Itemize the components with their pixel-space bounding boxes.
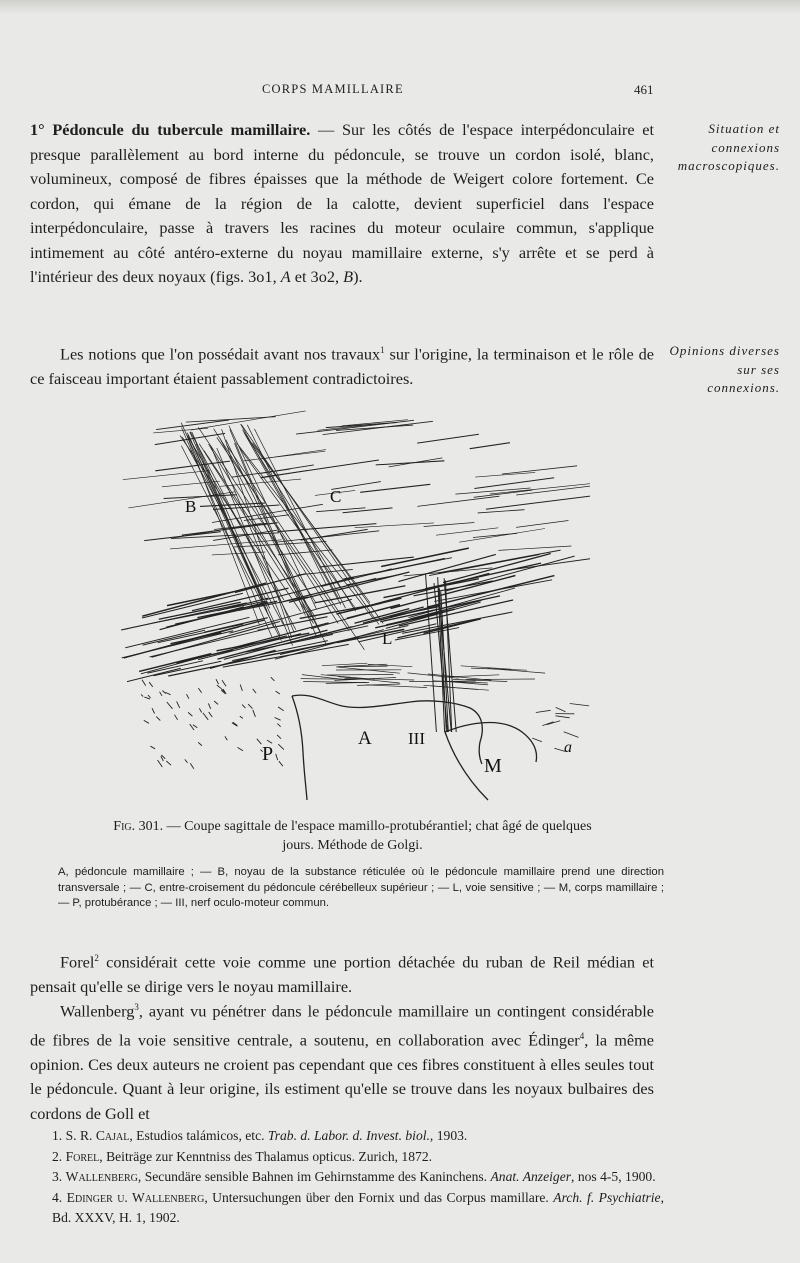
fiber-stroke [475, 472, 535, 477]
fiber-stroke [360, 484, 430, 492]
fiber-stroke [200, 503, 265, 506]
fiber-stroke [279, 761, 283, 766]
fiber-stroke [278, 707, 284, 711]
fiber-stroke [502, 466, 577, 474]
footnote-author: Edinger u. Wallenberg [66, 1189, 205, 1205]
fiber-stroke [301, 679, 355, 680]
fiber-stroke [167, 702, 173, 709]
fiber-stroke [253, 710, 256, 717]
footnotes [52, 1126, 664, 1229]
fiber-stroke [177, 701, 180, 708]
fiber-stroke [248, 704, 252, 709]
fiber-stroke [459, 529, 545, 543]
fiber-stroke [278, 744, 284, 749]
paragraph-peduncle [30, 118, 654, 290]
footnote-author: Wallenberg [65, 1169, 138, 1184]
footnote-1 [52, 1126, 664, 1147]
fiber-stroke [242, 705, 245, 709]
paragraph-text: ). [353, 267, 363, 286]
fiber-stroke [225, 736, 227, 740]
figure-ref-a: A [280, 267, 291, 286]
fiber-stroke [144, 697, 150, 699]
footnote-2 [52, 1147, 664, 1168]
fiber-stroke [142, 583, 266, 616]
footnote-journal: Arch. f. Psychiatrie [553, 1189, 661, 1205]
fiber-stroke [257, 739, 262, 744]
fiber-stroke [277, 724, 280, 727]
paragraph-text: Wallenberg [60, 1001, 135, 1021]
footnote-ref: 4 [579, 1030, 585, 1041]
fiber-stroke [556, 716, 570, 718]
fiber-stroke [208, 703, 210, 708]
fiber-stroke [149, 682, 153, 687]
paragraph-text: , la même opinion. Ces deux auteurs ne croient pas cependant que ces fibres constituent à elles seules tout le pédoncule. Quant à leur origine, ils estiment qu'elle se trouve dans les noyaux bulbaires des cordons de Goll et [30, 1030, 655, 1123]
fiber-stroke [399, 600, 513, 626]
fiber-stroke [275, 718, 281, 721]
footnote-text: , Untersuchungen über den Fornix und das Corpus mamillare. [204, 1189, 554, 1205]
footnote-journal: Anat. Anzeiger [490, 1169, 572, 1184]
paragraph-text: , ayant vu pénétrer dans le pédoncule mamillaire un contingent considérable de fibres de la voie sensitive centrale, a soutenu, en collaboration avec Édinger [30, 1001, 654, 1050]
fiber-stroke [532, 738, 542, 742]
fiber-stroke [486, 494, 590, 509]
fiber-stroke [188, 712, 192, 716]
figure-number: Fig. 301. [113, 819, 164, 834]
fiber-stroke [417, 434, 479, 443]
figure-legend: A, pédoncule mamillaire ; — B, noyau de la substance réticulée où le pédoncule mamillaire prend une direction transversale ; — C, entre-croisement du pédoncule cérébelleux supérieur ; — L, voie sensitive ; — M, corps mamillaire ; — P, protubérance ; — III, nerf oculo-moteur commun. [58, 866, 664, 909]
fiber-stroke [166, 761, 171, 765]
fiber-stroke [417, 496, 499, 506]
footnote-number: 1. [52, 1128, 63, 1143]
label-iii: III [408, 729, 425, 748]
fiber-bundles [121, 411, 590, 769]
margin-note-opinions: Opinions diverses sur ses connexions. [669, 343, 780, 395]
footnote-author: S. R. Cajal [65, 1128, 130, 1143]
fiber-stroke [240, 685, 242, 691]
label-b: B [185, 497, 197, 516]
running-header: CORPS MAMILLAIRE [262, 82, 404, 96]
fiber-stroke [198, 742, 202, 745]
footnote-text: , nos 4-5, 1900. [571, 1169, 656, 1184]
fiber-stroke [395, 628, 459, 640]
footnote-text: , Bd. XXXV, H. 1, 1902. [52, 1189, 664, 1225]
figure-caption [105, 817, 600, 855]
fiber-stroke [152, 708, 155, 713]
fiber-stroke [303, 682, 366, 683]
fiber-stroke [220, 438, 327, 645]
fiber-stroke [165, 692, 170, 694]
fiber-stroke [478, 510, 525, 513]
label-l: L [382, 629, 393, 648]
fiber-stroke [276, 691, 280, 694]
footnote-number: 3. [52, 1169, 63, 1184]
fiber-stroke [158, 760, 163, 767]
footnote-text: , 1903. [429, 1128, 468, 1143]
fiber-stroke [355, 523, 434, 528]
fiber-stroke [570, 704, 589, 706]
fiber-stroke [278, 550, 332, 555]
paragraph-text: — Sur les côtés de l'espace interpédonculaire et presque parallèlement au bord interne du pédoncule, se trouve un cordon isolé, blanc, volumineux, composé de fibres épaisses que la méthode de Weigert colore fortement. Ce cordon, qui émane de la région de la calotte, devient superficiel dans l'espace interpédonculaire, passe à travers les racines du moteur oculaire commun, s'applique intimement au côté antéro-externe du noyau mamillaire externe, s'y arrête et se perd à l'intérieur des deux noyaux (figs. 3o1, [30, 120, 654, 286]
fiber-stroke [185, 759, 188, 762]
figure-301-drawing [110, 402, 590, 802]
footnote-4 [52, 1188, 664, 1229]
label-c: C [330, 487, 342, 506]
fiber-stroke [175, 715, 178, 720]
fiber-stroke [276, 754, 278, 760]
fiber-stroke [142, 680, 146, 686]
label-p: P [262, 743, 274, 765]
footnote-text: , Estudios talámicos, etc. [129, 1128, 268, 1143]
paragraph-forel [30, 946, 654, 999]
fiber-stroke [542, 722, 553, 726]
fiber-stroke [438, 550, 561, 573]
fiber-stroke [424, 619, 481, 634]
fiber-stroke [144, 720, 149, 723]
fiber-stroke [381, 548, 469, 566]
fiber-stroke [141, 694, 143, 696]
fiber-stroke [536, 710, 551, 712]
footnote-ref: 1 [380, 345, 385, 355]
fiber-stroke [222, 680, 226, 686]
fiber-stroke [261, 460, 379, 478]
fiber-stroke [253, 689, 256, 693]
scan-edge-shadow [0, 0, 800, 14]
fiber-stroke [470, 443, 510, 449]
fiber-stroke [203, 713, 208, 720]
fiber-stroke [556, 707, 566, 711]
fiber-stroke [547, 721, 560, 725]
fiber-stroke [277, 735, 281, 739]
section-heading: 1° Pédoncule du tubercule mamillaire. [30, 120, 311, 139]
margin-note-situation: Situation et connexions macroscopiques. [677, 121, 780, 173]
fiber-stroke [240, 716, 243, 718]
paragraph-text: sur l'origine, la terminaison et le rôle de ce faisceau important étaient passablement contradictoires. [30, 344, 654, 388]
fiber-stroke [443, 554, 551, 583]
fiber-stroke [186, 417, 276, 422]
fiber-stroke [474, 478, 554, 489]
fiber-stroke [217, 685, 222, 689]
caption-text: — Coupe sagittale de l'espace mamillo-protubérantiel; chat âgé de quelques jours. Méthode de Golgi. [163, 819, 592, 853]
paragraph-text: Les notions que l'on possédait avant nos travaux [60, 344, 381, 364]
fiber-stroke [139, 654, 211, 672]
fiber-stroke [198, 688, 201, 693]
fiber-stroke [366, 685, 427, 688]
figure-ref-b: B [343, 267, 354, 286]
fiber-stroke [487, 668, 545, 673]
fiber-stroke [227, 445, 365, 650]
fiber-stroke [436, 528, 498, 535]
paragraph-wallenberg [30, 995, 654, 1126]
fiber-stroke [216, 679, 219, 684]
fiber-stroke [376, 461, 445, 465]
fiber-stroke [327, 674, 394, 675]
fiber-stroke [190, 763, 194, 769]
paragraph-text: considérait cette voie comme une portion détachée du ruban de Reil médian et pensait qu'elle se dirige vers le noyau mamillaire. [30, 952, 654, 996]
label-a-small: a [564, 739, 572, 756]
fiber-stroke [187, 694, 189, 699]
fiber-stroke [156, 717, 160, 721]
footnote-journal: Trab. d. Labor. d. Invest. biol. [267, 1128, 430, 1143]
fiber-stroke [209, 712, 213, 717]
fiber-stroke [150, 746, 155, 749]
fiber-stroke [516, 521, 568, 528]
footnote-number: 4. [52, 1189, 63, 1205]
footnote-3 [52, 1167, 664, 1188]
label-m: M [484, 755, 502, 777]
fiber-stroke [244, 451, 326, 461]
fiber-stroke [277, 531, 380, 542]
paragraph-text: et 3o2, [290, 267, 344, 286]
fiber-stroke [214, 701, 218, 704]
fiber-stroke [430, 686, 489, 691]
label-a: A [358, 728, 372, 749]
fiber-stroke [564, 732, 579, 738]
fiber-stroke [384, 579, 479, 598]
footnote-author: Forel [65, 1148, 100, 1164]
fiber-stroke [121, 603, 247, 630]
fiber-stroke [180, 436, 301, 612]
fiber-stroke [254, 429, 345, 608]
fiber-stroke [193, 725, 197, 728]
paragraph-notions [30, 338, 654, 391]
fiber-stroke [223, 644, 349, 667]
paragraph-text: Forel [60, 952, 95, 972]
fiber-stroke [271, 677, 275, 681]
footnote-text: , Secundäre sensible Bahnen im Gehirnstamme des Kaninchens. [137, 1169, 491, 1184]
fiber-stroke [428, 674, 491, 680]
fiber-stroke [199, 708, 201, 712]
footnote-ref: 2 [94, 953, 99, 963]
footnote-number: 2. [52, 1148, 63, 1164]
page-number: 461 [634, 82, 654, 97]
fiber-stroke [238, 747, 244, 750]
footnote-ref: 3 [134, 1002, 139, 1012]
fiber-stroke [148, 695, 151, 698]
fiber-stroke [162, 691, 165, 694]
footnote-text: , Beiträge zur Kenntniss des Thalamus opticus. Zurich, 1872. [99, 1148, 433, 1164]
fiber-stroke [160, 692, 163, 696]
